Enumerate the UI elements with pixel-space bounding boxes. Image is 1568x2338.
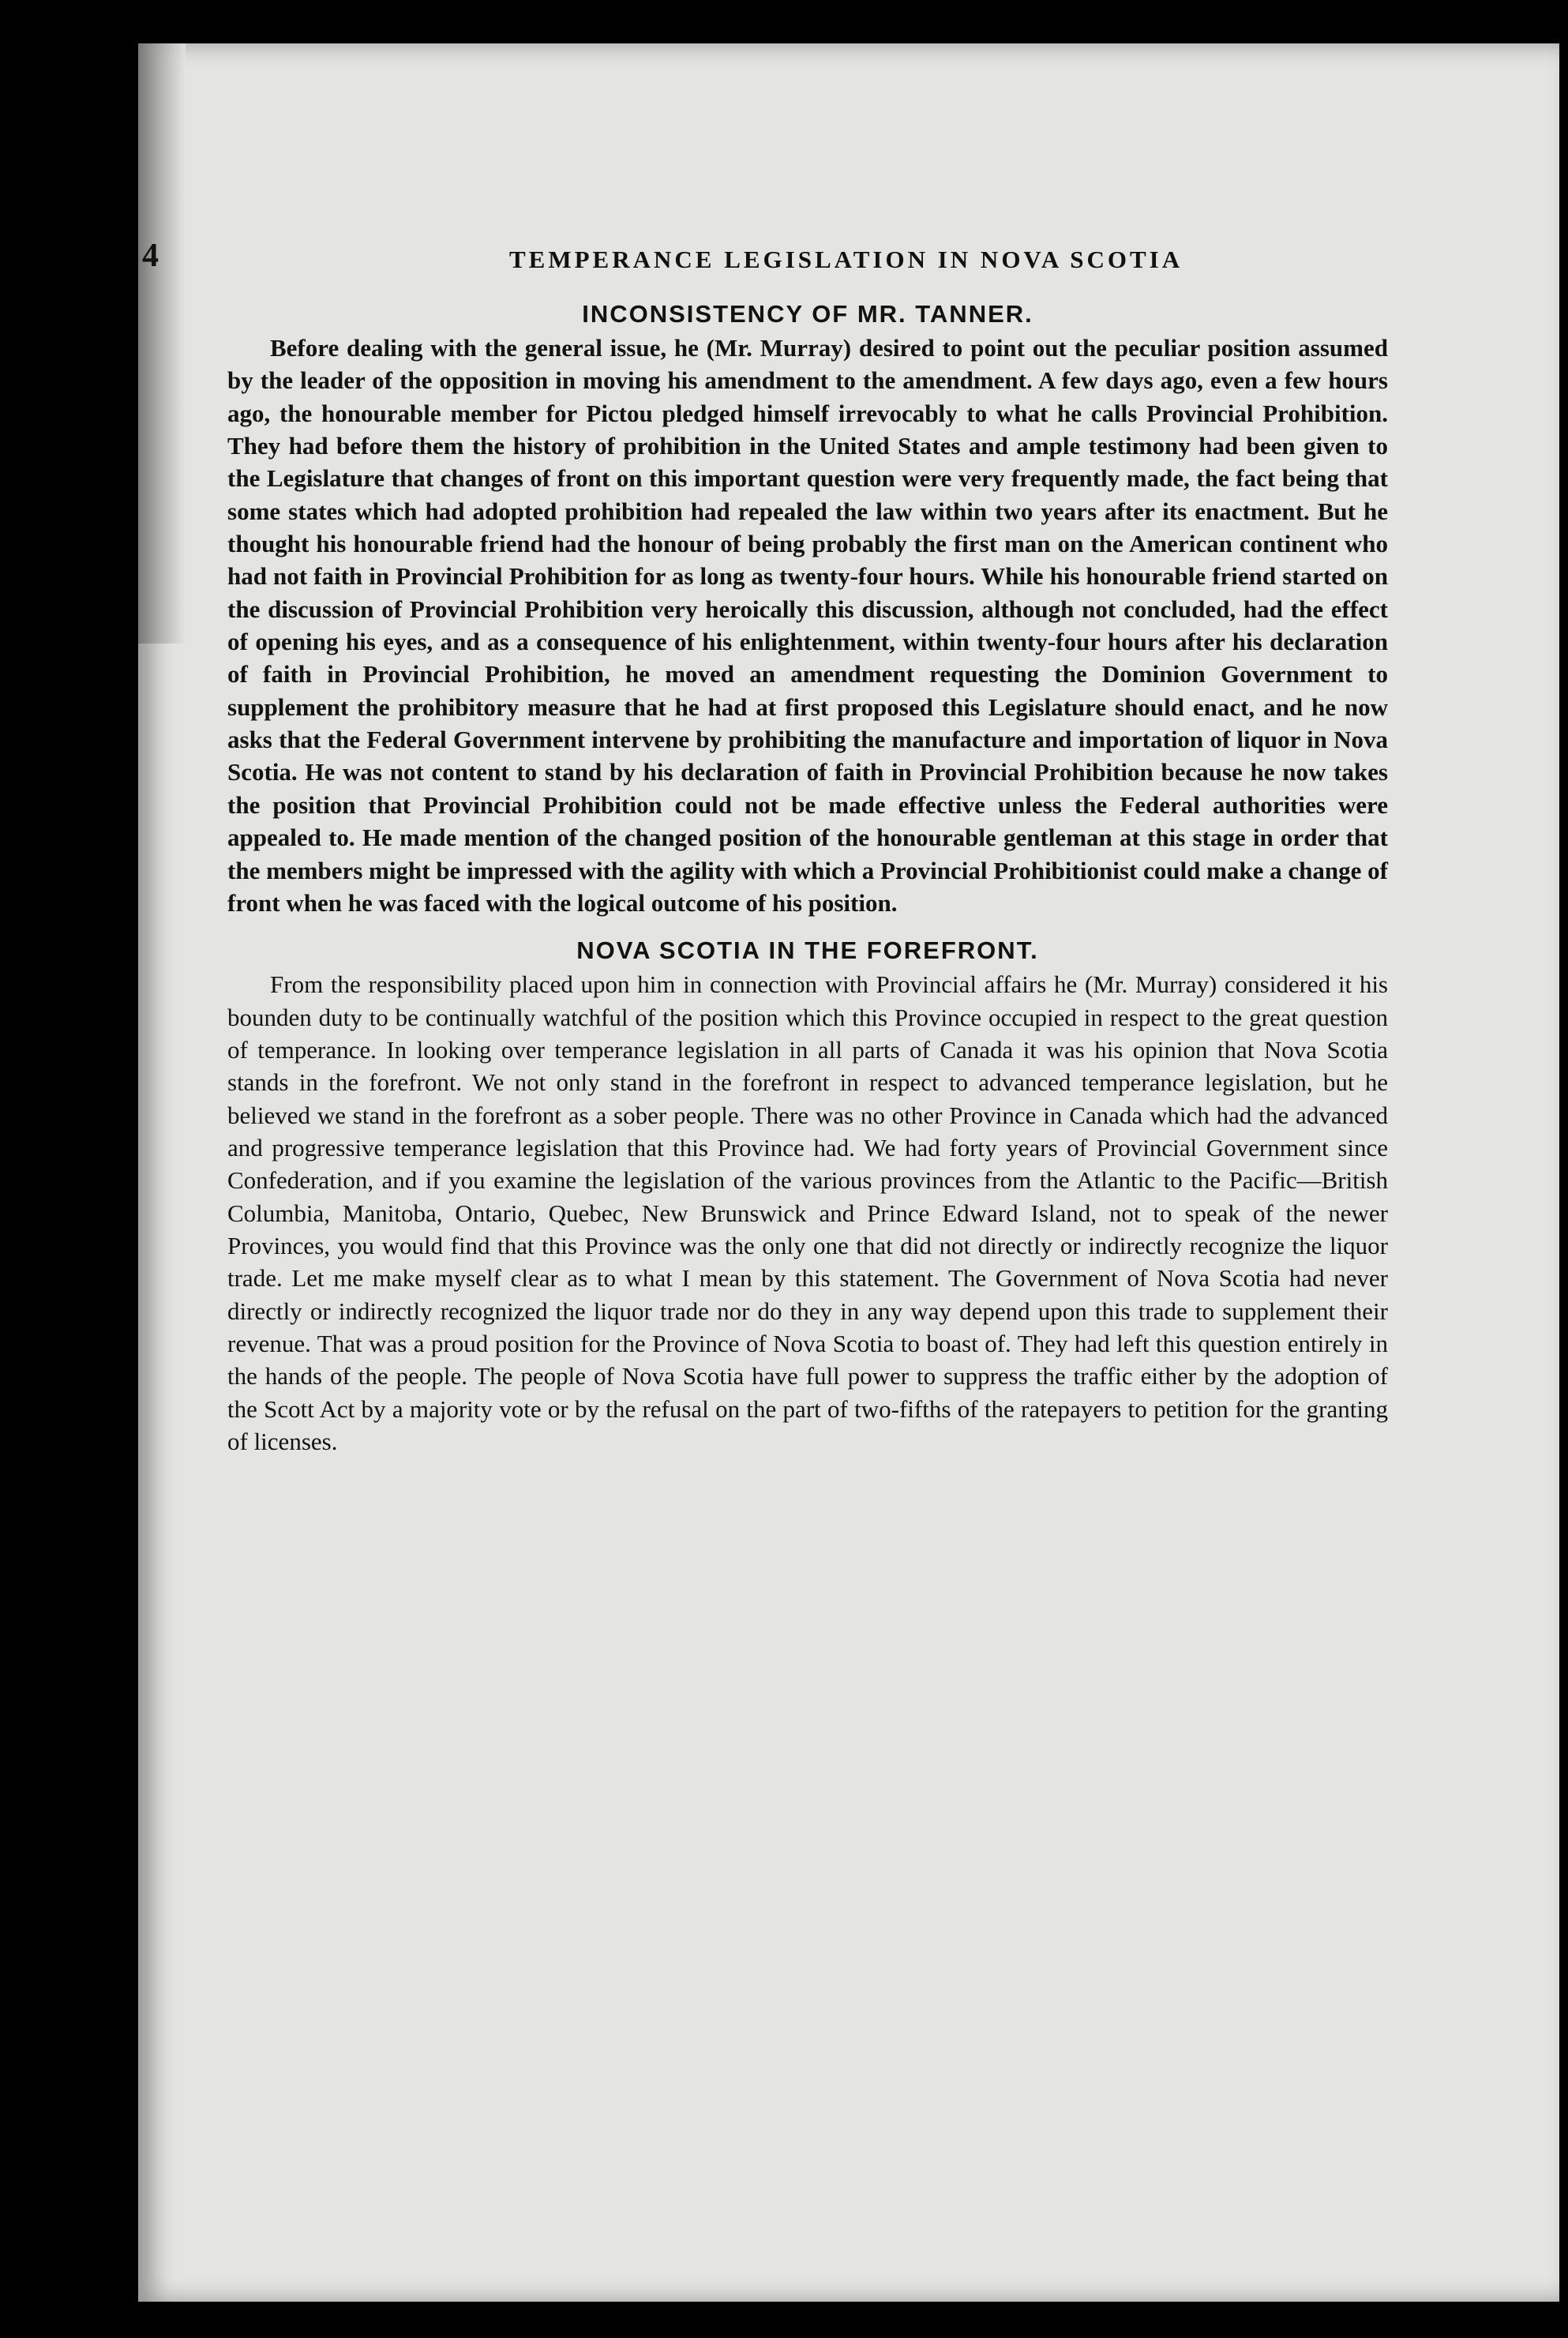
inconsistency-paragraph: Before dealing with the general issue, he (Mr. Murray) desired to point out the peculiar position assumed by the leader of the opposition in moving his amendment to the amendment. A few days ago, even a few hours ago, the honourable member for Pictou pledged himself irrevocably to what he calls Provincial Prohibition. They had before them the history of prohibition in the United States and ample testimony had been given to the Legislature that changes of front on this important question were very frequently made, the fact being that some states which had adopted prohibition had repealed the law within two years after its enactment. But he thought his honourable friend had the honour of being probably the first man on the American continent who had not faith in Provincial Prohibition for as long as twenty-four hours. While his honourable friend started on the discussion of Provincial Prohibition very heroically this discussion, although not concluded, had the effect of opening his eyes, and as a consequence of his enlightenment, within twenty-four hours after his declaration of faith in Provincial Prohibition, he moved an amendment requesting the Dominion Government to supplement the prohibitory measure that he had at first proposed this Legislature should enact, and he now asks that the Federal Government intervene by prohibiting the manufacture and importation of liquor in Nova Scotia. He was not content to stand by his declaration of faith in Provincial Prohibition because he now takes the position that Provincial Prohibition could not be made effective unless the Federal authorities were appealed to. He made mention of the changed position of the honourable gentleman at this stage in order that the members might be impressed with the agility with which a Provincial Prohibitionist could make a change of front when he was faced with the logical outcome of his position. bbox=[227, 334, 1388, 917]
page-edge-shadow bbox=[138, 43, 186, 644]
section-heading-inconsistency: INCONSISTENCY OF MR. TANNER. bbox=[582, 300, 1033, 328]
nova-scotia-paragraph: From the responsibility placed upon him in connection with Provincial affairs he (Mr. Murray) considered it his bounden duty to be continually watchful of the position which this Province occupied in respect to the great question of temperance. In looking over temperance legislation in all parts of Canada it was his opinion that Nova Scotia stands in the forefront. We not only stand in the forefront in respect to advanced temperance legislation, but he believed we stand in the forefront as a sober people. There was no other Province in Canada which had the advanced and progressive temperance legislation that this Province had. We had forty years of Provincial Government since Confederation, and if you examine the legislation of the various provinces from the Atlantic to the Pacific—British Columbia, Manitoba, Ontario, Quebec, New Brunswick and Prince Edward Island, not to speak of the newer Provinces, you would find that this Province was the only one that did not directly or indirectly recognize the liquor trade. Let me make myself clear as to what I mean by this statement. The Government of Nova Scotia had never directly or indirectly recognized the liquor trade nor do they in any way depend upon this trade to supplement their revenue. That was a proud position for the Province of Nova Scotia to boast of. They had left this question entirely in the hands of the people. The people of Nova Scotia have full power to suppress the traffic either by the adoption of the Scott Act by a majority vote or by the refusal on the part of two-fifths of the ratepayers to petition for the granting of licenses. bbox=[227, 970, 1388, 1455]
running-title: TEMPERANCE LEGISLATION IN NOVA SCOTIA bbox=[509, 246, 1184, 273]
nova-scotia-section bbox=[227, 933, 1388, 1458]
page-number: 4 bbox=[142, 238, 159, 274]
section-heading-nova-scotia: NOVA SCOTIA IN THE FOREFRONT. bbox=[576, 936, 1039, 965]
page-content bbox=[227, 297, 1388, 1458]
inconsistency-section bbox=[227, 297, 1388, 919]
